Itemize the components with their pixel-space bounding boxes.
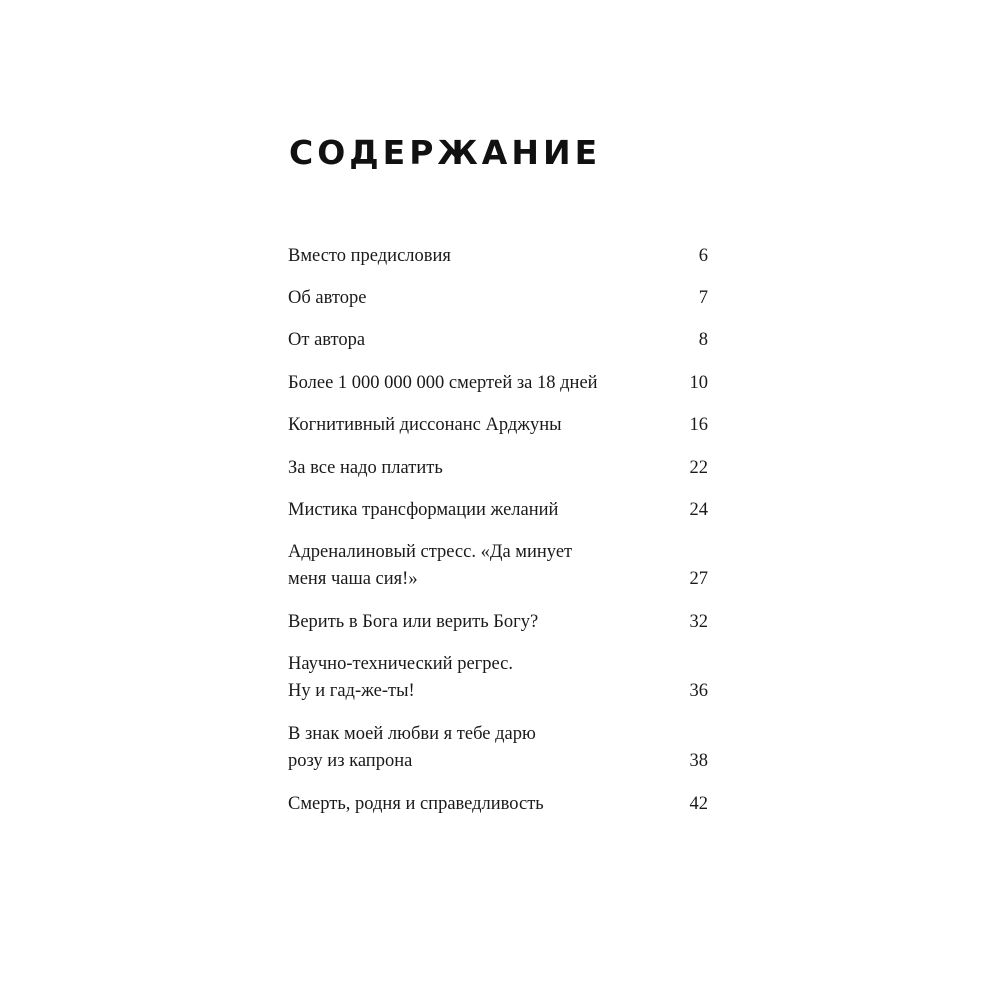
toc-entry-page: 32 <box>689 612 708 632</box>
toc-entry-title-line: Ну и гад-же-ты! <box>288 681 415 701</box>
toc-entry <box>288 497 710 524</box>
toc-entry-title: Когнитивный диссонанс Арджуны <box>288 415 562 435</box>
toc-entry-title: От автора <box>288 330 366 350</box>
toc-entry <box>288 721 710 775</box>
toc-entry <box>288 791 710 818</box>
toc-entry-title-line: Адреналиновый стресс. «Да минует <box>288 542 573 562</box>
toc-entry <box>288 455 710 482</box>
toc-entry-title: Вместо предисловия <box>288 246 451 266</box>
toc-entry-page: 22 <box>689 458 708 478</box>
toc-entry-page: 36 <box>689 681 708 701</box>
toc-entry-title-line: меня чаша сия!» <box>288 569 418 589</box>
toc-entry-title: Мистика трансформации желаний <box>288 500 559 520</box>
toc-entry-title: Более 1 000 000 000 смертей за 18 дней <box>288 373 598 393</box>
toc-entry <box>288 243 710 270</box>
toc-entry-title: Верить в Бога или верить Богу? <box>288 612 539 632</box>
toc-entry-title-line: В знак моей любви я тебе дарю <box>288 724 536 744</box>
toc-entry-page: 27 <box>689 569 708 589</box>
toc-entry-page: 7 <box>698 288 708 308</box>
toc-entry-page: 10 <box>689 373 708 393</box>
toc-entry-page: 16 <box>689 415 708 435</box>
toc-entry <box>288 370 710 397</box>
toc-entry <box>288 651 710 705</box>
toc-entry-title-line: розу из капрона <box>288 751 413 771</box>
page-title: СОДЕРЖАНИЕ <box>289 133 602 172</box>
toc-entry-title: За все надо платить <box>288 458 443 478</box>
toc-entry-page: 8 <box>698 330 708 350</box>
toc-entry-title: Смерть, родня и справедливость <box>288 794 544 814</box>
table-of-contents <box>288 0 710 1000</box>
toc-entry <box>288 327 710 354</box>
toc-entry <box>288 609 710 636</box>
toc-entry-page: 6 <box>698 246 708 266</box>
toc-entry-page: 24 <box>689 500 708 520</box>
toc-entry <box>288 285 710 312</box>
toc-entry <box>288 539 710 593</box>
toc-entry-title: Об авторе <box>288 288 367 308</box>
toc-entry <box>288 412 710 439</box>
toc-entry-page: 38 <box>689 751 708 771</box>
toc-entry-page: 42 <box>689 794 708 814</box>
toc-entry-title-line: Научно-технический регрес. <box>288 654 514 674</box>
